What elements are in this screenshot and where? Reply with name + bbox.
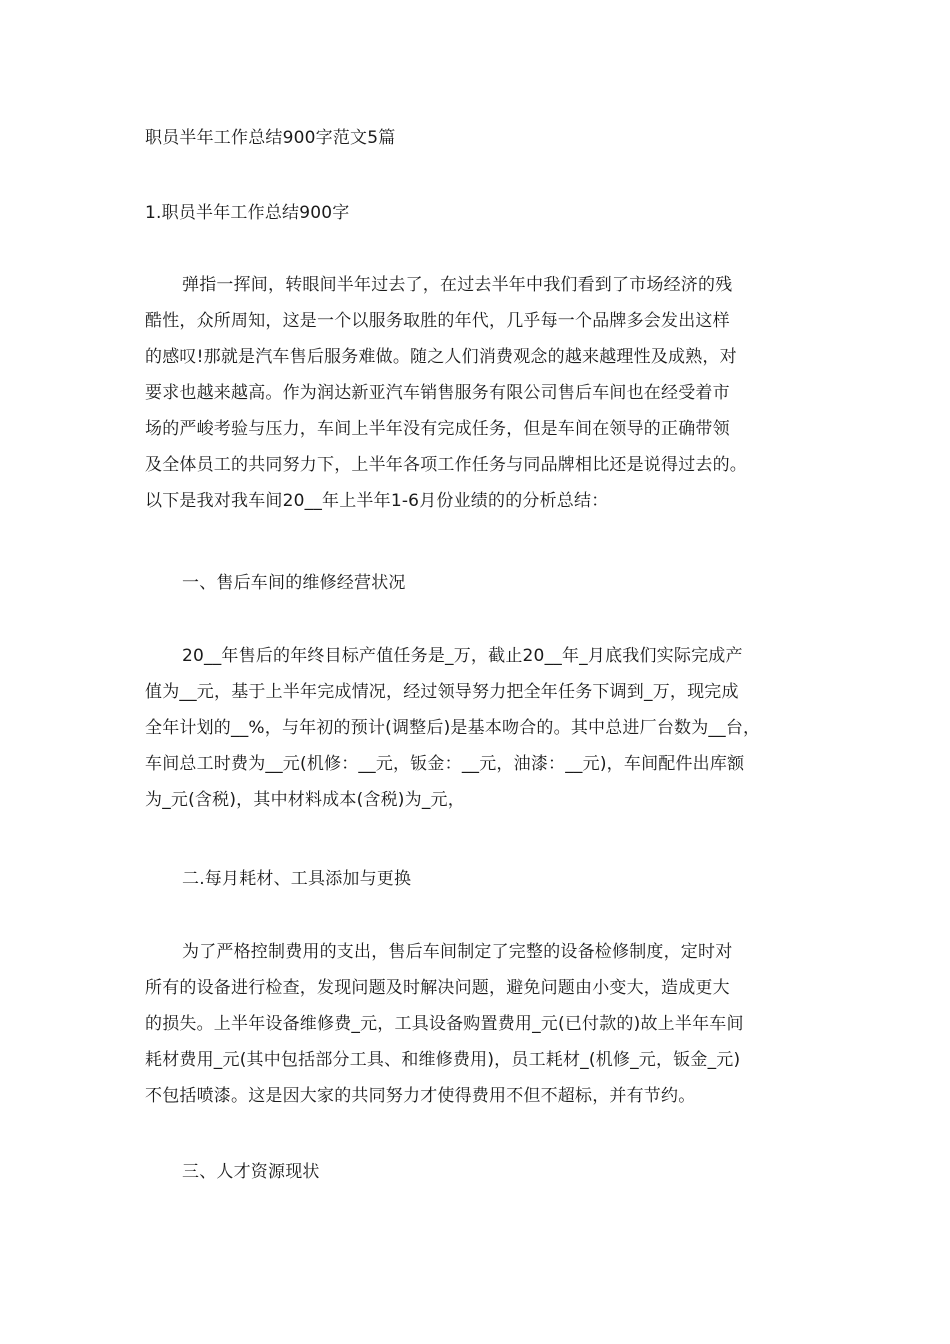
paragraph-line: 酷性，众所周知，这是一个以服务取胜的年代，几乎每一个品牌多会发出这样	[145, 311, 730, 331]
paragraph-line: 要求也越来越高。作为润达新亚汽车销售服务有限公司售后车间也在经受着市	[145, 383, 730, 403]
paragraph-line: 弹指一挥间，转眼间半年过去了，在过去半年中我们看到了市场经济的残	[182, 275, 733, 295]
section-heading: 三、人才资源现状	[182, 1162, 320, 1182]
paragraph-line: 耗材费用_元(其中包括部分工具、和维修费用)，员工耗材_(机修_元，钣金_元)	[145, 1050, 741, 1070]
paragraph-line: 值为__元，基于上半年完成情况，经过领导努力把全年任务下调到_万，现完成	[145, 682, 739, 702]
section-heading: 二.每月耗材、工具添加与更换	[182, 869, 412, 889]
paragraph-line: 为_元(含税)，其中材料成本(含税)为_元，	[145, 790, 465, 810]
paragraph-line: 场的严峻考验与压力，车间上半年没有完成任务，但是车间在领导的正确带领	[145, 419, 730, 439]
section-subtitle: 1.职员半年工作总结900字	[145, 203, 350, 223]
paragraph-line: 的损失。上半年设备维修费_元，工具设备购置费用_元(已付款的)故上半年车间	[145, 1014, 744, 1034]
section-heading: 一、售后车间的维修经营状况	[182, 573, 406, 593]
paragraph-line: 以下是我对我车间20__年上半年1-6月份业绩的的分析总结：	[145, 491, 609, 511]
paragraph-line: 车间总工时费为__元(机修：__元，钣金：__元，油漆：__元)，车间配件出库额	[145, 754, 745, 774]
paragraph-line: 全年计划的__%，与年初的预计(调整后)是基本吻合的。其中总进厂台数为__台，	[145, 718, 761, 738]
paragraph-line: 20__年售后的年终目标产值任务是_万，截止20__年_月底我们实际完成产	[182, 646, 743, 666]
paragraph-line: 为了严格控制费用的支出，售后车间制定了完整的设备检修制度，定时对	[182, 942, 733, 962]
paragraph-line: 所有的设备进行检查，发现问题及时解决问题，避免问题由小变大，造成更大	[145, 978, 730, 998]
paragraph-line: 不包括喷漆。这是因大家的共同努力才使得费用不但不超标，并有节约。	[145, 1086, 696, 1106]
paragraph-line: 及全体员工的共同努力下，上半年各项工作任务与同品牌相比还是说得过去的。	[145, 455, 747, 475]
document-title: 职员半年工作总结900字范文5篇	[145, 128, 396, 148]
paragraph-line: 的感叹!那就是汽车售后服务难做。随之人们消费观念的越来越理性及成熟，对	[145, 347, 737, 367]
